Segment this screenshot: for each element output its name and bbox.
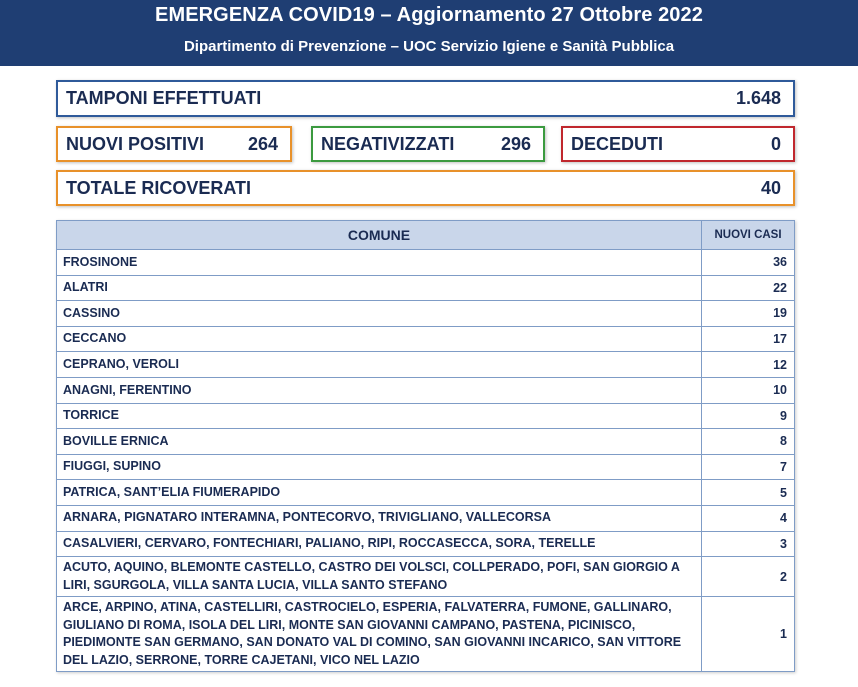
page-subtitle: Dipartimento di Prevenzione – UOC Servizio Igiene e Sanità Pubblica <box>183 38 675 55</box>
comune-cell: ARNARA, PIGNATARO INTERAMNA, PONTECORVO, TRIVIGLIANO, VALLECORSA <box>57 505 702 531</box>
table-row <box>57 557 795 597</box>
casi-cell: 9 <box>702 403 795 429</box>
table-row <box>57 377 795 403</box>
casi-cell: 2 <box>702 557 795 597</box>
totale-ricoverati-value: 40 <box>760 177 781 198</box>
table-row <box>57 352 795 378</box>
deceduti-box <box>561 126 795 162</box>
comune-cell: CECCANO <box>57 326 702 352</box>
deceduti-label: DECEDUTI <box>571 133 664 154</box>
comune-cell: BOVILLE ERNICA <box>57 429 702 455</box>
casi-cell: 22 <box>702 275 795 301</box>
table-header-row <box>57 221 795 250</box>
table-row <box>57 454 795 480</box>
table-row <box>57 480 795 506</box>
comune-cell: CASSINO <box>57 301 702 327</box>
casi-cell: 17 <box>702 326 795 352</box>
comune-cell: ACUTO, AQUINO, BLEMONTE CASTELLO, CASTRO DEI VOLSCI, COLLPERADO, POFI, SAN GIORGIO A LIRI, SGURGOLA, VILLA SANTA LUCIA, VILLA SANTO STEFANO <box>57 557 702 597</box>
comune-cell: FROSINONE <box>57 250 702 276</box>
casi-cell: 1 <box>702 597 795 672</box>
table-row <box>57 403 795 429</box>
column-header-nuovi-casi: NUOVI CASI <box>702 221 795 250</box>
nuovi-positivi-label: NUOVI POSITIVI <box>66 133 205 154</box>
table-row <box>57 531 795 557</box>
comune-cell: TORRICE <box>57 403 702 429</box>
casi-cell: 10 <box>702 377 795 403</box>
comune-cell: CASALVIERI, CERVARO, FONTECHIARI, PALIANO, RIPI, ROCCASECCA, SORA, TERELLE <box>57 531 702 557</box>
table-row <box>57 301 795 327</box>
tamponi-value: 1.648 <box>735 88 781 108</box>
totale-ricoverati-box <box>56 170 795 206</box>
comune-cell: CEPRANO, VEROLI <box>57 352 702 378</box>
negativizzati-value: 296 <box>500 133 531 154</box>
deceduti-value: 0 <box>770 133 781 154</box>
casi-cell: 3 <box>702 531 795 557</box>
casi-cell: 8 <box>702 429 795 455</box>
comune-cell: FIUGGI, SUPINO <box>57 454 702 480</box>
casi-cell: 7 <box>702 454 795 480</box>
table-row <box>57 597 795 672</box>
cases-table <box>56 220 795 672</box>
casi-cell: 12 <box>702 352 795 378</box>
comune-cell: ALATRI <box>57 275 702 301</box>
casi-cell: 4 <box>702 505 795 531</box>
negativizzati-box <box>311 126 545 162</box>
table-row <box>57 429 795 455</box>
table-row <box>57 505 795 531</box>
casi-cell: 5 <box>702 480 795 506</box>
comune-cell: ANAGNI, FERENTINO <box>57 377 702 403</box>
nuovi-positivi-value: 264 <box>247 133 278 154</box>
table-row <box>57 275 795 301</box>
casi-cell: 36 <box>702 250 795 276</box>
header-banner <box>0 0 858 66</box>
comune-cell: PATRICA, SANT’ELIA FIUMERAPIDO <box>57 480 702 506</box>
nuovi-positivi-box <box>56 126 292 162</box>
page-title: EMERGENZA COVID19 – Aggiornamento 27 Ottobre 2022 <box>155 4 703 26</box>
negativizzati-label: NEGATIVIZZATI <box>321 133 455 154</box>
casi-cell: 19 <box>702 301 795 327</box>
tamponi-label: TAMPONI EFFETTUATI <box>66 88 262 108</box>
comune-cell: ARCE, ARPINO, ATINA, CASTELLIRI, CASTROCIELO, ESPERIA, FALVATERRA, FUMONE, GALLINARO, GIULIANO DI ROMA, ISOLA DEL LIRI, MONTE SAN GIOVANNI CAMPANO, PASTENA, PICINISCO, PIEDIMONTE SAN GERMANO, SAN DONATO VAL DI COMINO, SAN GIOVANNI INCARICO, SAN VITTORE DEL LAZIO, SERRONE, TORRE CAJETANI, VICO NEL LAZIO <box>57 597 702 672</box>
table-row <box>57 250 795 276</box>
tamponi-box <box>56 80 795 117</box>
column-header-comune: COMUNE <box>57 221 702 250</box>
totale-ricoverati-label: TOTALE RICOVERATI <box>66 177 252 198</box>
table-row <box>57 326 795 352</box>
